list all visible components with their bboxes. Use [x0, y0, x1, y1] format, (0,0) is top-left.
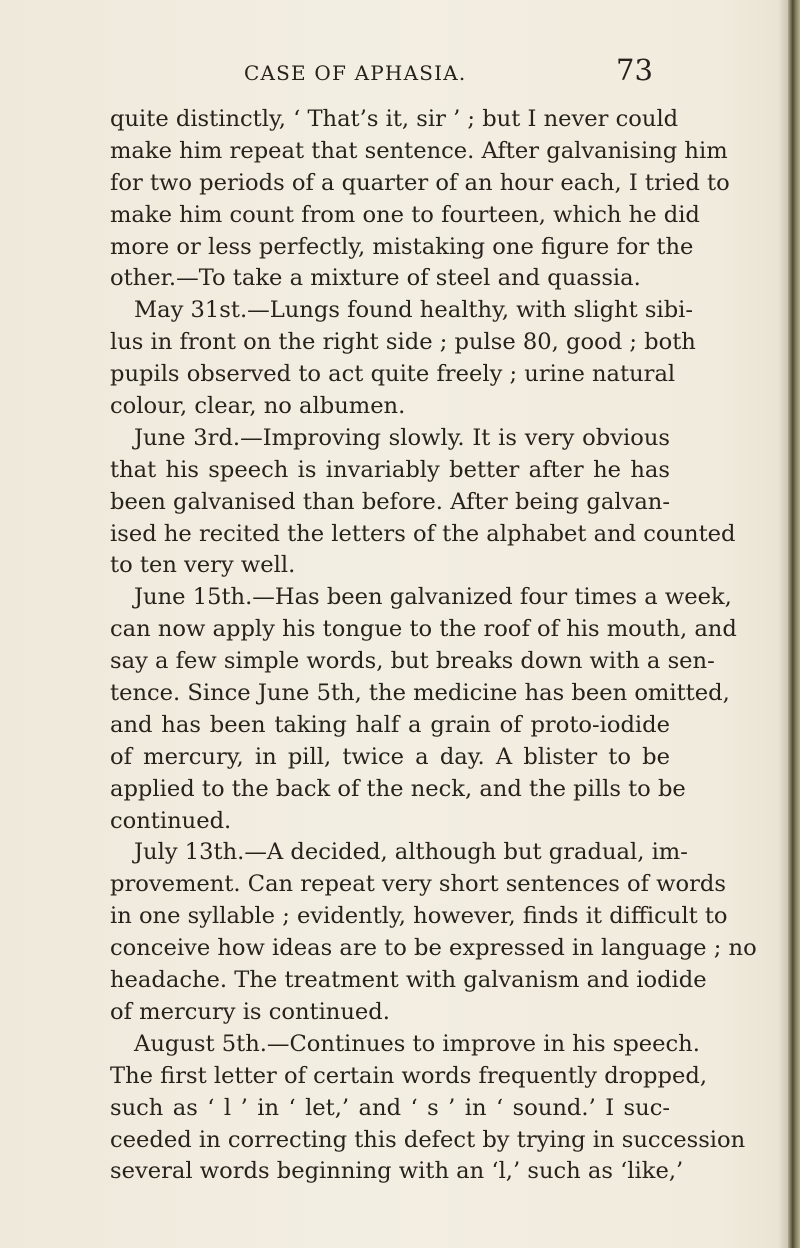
- body-text: [110, 104, 757, 1188]
- text-line: in one syllable ; evidently, however, finds it difficult to: [110, 903, 728, 930]
- text-line: conceive how ideas are to be expressed in language ; no: [110, 935, 757, 962]
- text-line: and has been taking half a grain of proto-iodide: [110, 711, 670, 738]
- paragraph-first-line: June 15th.—Has been galvanized four times a week,: [134, 584, 732, 611]
- paragraph-first-line: August 5th.—Continues to improve in his speech.: [134, 1030, 700, 1057]
- text-line: make him repeat that sentence. After galvanising him: [110, 137, 728, 164]
- page-edge: [788, 0, 800, 1248]
- text-line: headache. The treatment with galvanism and iodide: [110, 967, 707, 994]
- text-line: say a few simple words, but breaks down with a sen-: [110, 648, 715, 675]
- text-line: provement. Can repeat very short sentences of words: [110, 871, 726, 898]
- paragraph-first-line: July 13th.—A decided, although but gradual, im-: [134, 839, 688, 866]
- text-line: for two periods of a quarter of an hour each, I tried to: [110, 169, 730, 196]
- paragraph-first-line: June 3rd.—Improving slowly. It is very obvious: [134, 424, 670, 451]
- text-line: several words beginning with an ‘l,’ such as ‘like,’: [110, 1158, 684, 1185]
- text-line: quite distinctly, ‘ That’s it, sir ’ ; but I never could: [110, 106, 679, 132]
- text-line: to ten very well.: [110, 552, 296, 579]
- text-line: more or less perfectly, mistaking one figure for the: [110, 233, 694, 260]
- text-line: ceeded in correcting this defect by trying in succession: [110, 1126, 746, 1153]
- text-line: colour, clear, no albumen.: [110, 393, 406, 420]
- text-line: been galvanised than before. After being galvan-: [110, 488, 670, 515]
- text-line: tence. Since June 5th, the medicine has been omitted,: [110, 680, 730, 707]
- page-header: [0, 55, 800, 95]
- page-number: 73: [616, 53, 653, 87]
- running-head: CASE OF APHASIA.: [244, 61, 467, 85]
- text-line: pupils observed to act quite freely ; urine natural: [110, 361, 676, 388]
- text-line: lus in front on the right side ; pulse 80, good ; both: [110, 329, 696, 356]
- text-line: that his speech is invariably better after he has: [110, 456, 670, 483]
- text-line: ised he recited the letters of the alphabet and counted: [110, 520, 736, 547]
- text-line: such as ‘ l ’ in ‘ let,’ and ‘ s ’ in ‘ sound.’ I suc-: [110, 1094, 670, 1121]
- text-line: applied to the back of the neck, and the pills to be: [110, 775, 686, 802]
- text-line: of mercury, in pill, twice a day. A blister to be: [110, 743, 670, 770]
- text-line: of mercury is continued.: [110, 998, 390, 1025]
- paragraph-first-line: May 31st.—Lungs found healthy, with slight sibi-: [134, 297, 694, 324]
- text-line: make him count from one to fourteen, which he did: [110, 201, 700, 228]
- text-line: continued.: [110, 807, 232, 834]
- text-line: The first letter of certain words frequently dropped,: [110, 1062, 708, 1089]
- page-edge-shadow: [778, 0, 788, 1248]
- text-line: other.—To take a mixture of steel and quassia.: [110, 265, 641, 292]
- text-line: can now apply his tongue to the roof of his mouth, and: [110, 616, 737, 643]
